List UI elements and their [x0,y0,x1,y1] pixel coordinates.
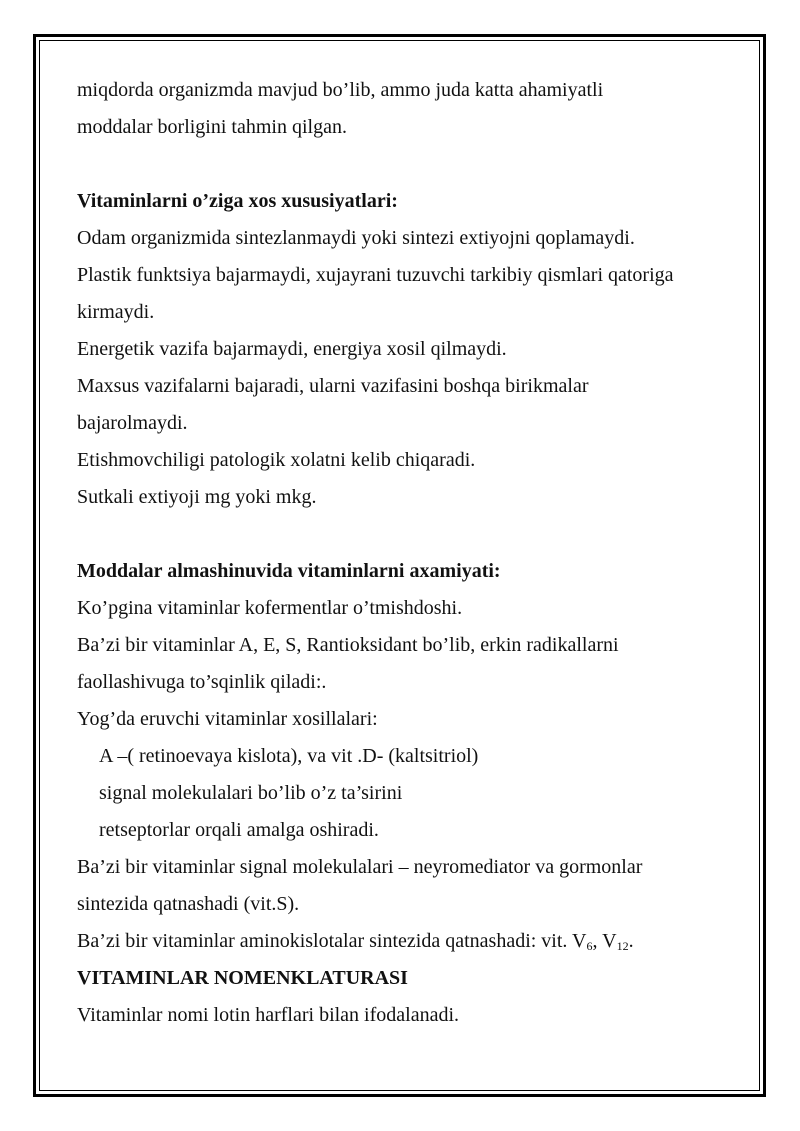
text-line: Etishmovchiligi patologik xolatni kelib chiqaradi. [77,449,476,471]
indented-text-line: retseptorlar orqali amalga oshiradi. [99,819,379,841]
text-line: sintezida qatnashadi (vit.S). [77,893,300,915]
text-line: Yog’da eruvchi vitaminlar xosillalari: [77,708,378,730]
text-line: Odam organizmida sintezlanmaydi yoki sintezi extiyojni qoplamaydi. [77,227,635,249]
document-body [77,72,737,1034]
text-line: Energetik vazifa bajarmaydi, energiya xosil qilmaydi. [77,338,507,360]
text-line: moddalar borligini tahmin qilgan. [77,116,347,138]
subscript: 12 [616,939,629,953]
text-line: bajarolmaydi. [77,412,188,434]
text-line: kirmaydi. [77,301,155,323]
text-line: Ko’pgina vitaminlar kofermentlar o’tmishdoshi. [77,597,463,619]
paragraph-gap [77,516,737,553]
text-line: Plastik funktsiya bajarmaydi, xujayrani tuzuvchi tarkibiy qismlari qatoriga [77,264,674,286]
text-line: Vitaminlar nomi lotin harflari bilan ifodalanadi. [77,1004,460,1026]
subscript: 6 [586,939,593,953]
text-line-vitamins-amino [77,923,737,960]
text-segment: Ba’zi bir vitaminlar aminokislotalar sintezida qatnashadi: vit. V [77,930,587,952]
text-line: Ba’zi bir vitaminlar signal molekulalari – neyromediator va gormonlar [77,856,643,878]
paragraph-gap [77,146,737,183]
indented-text-line: signal molekulalari bo’lib o’z ta’sirini [99,782,403,804]
text-line: Sutkali extiyoji mg yoki mkg. [77,486,317,508]
text-segment: , V [592,930,617,952]
section-heading-metabolism: Moddalar almashinuvida vitaminlarni axamiyati: [77,560,501,582]
text-line: Maxsus vazifalarni bajaradi, ularni vazifasini boshqa birikmalar [77,375,589,397]
indented-text-line: A –( retinoevaya kislota), va vit .D- (kaltsitriol) [99,745,479,767]
section-heading-properties: Vitaminlarni o’ziga xos xususiyatlari: [77,190,398,212]
text-line: Ba’zi bir vitaminlar A, E, S, Rantioksidant bo’lib, erkin radikallarni [77,634,619,656]
section-heading-nomenclature: VITAMINLAR NOMENKLATURASI [77,967,408,989]
text-line: faollashivuga to’sqinlik qiladi:. [77,671,327,693]
text-line: miqdorda organizmda mavjud bo’lib, ammo juda katta ahamiyatli [77,79,604,101]
text-segment: . [628,930,634,952]
